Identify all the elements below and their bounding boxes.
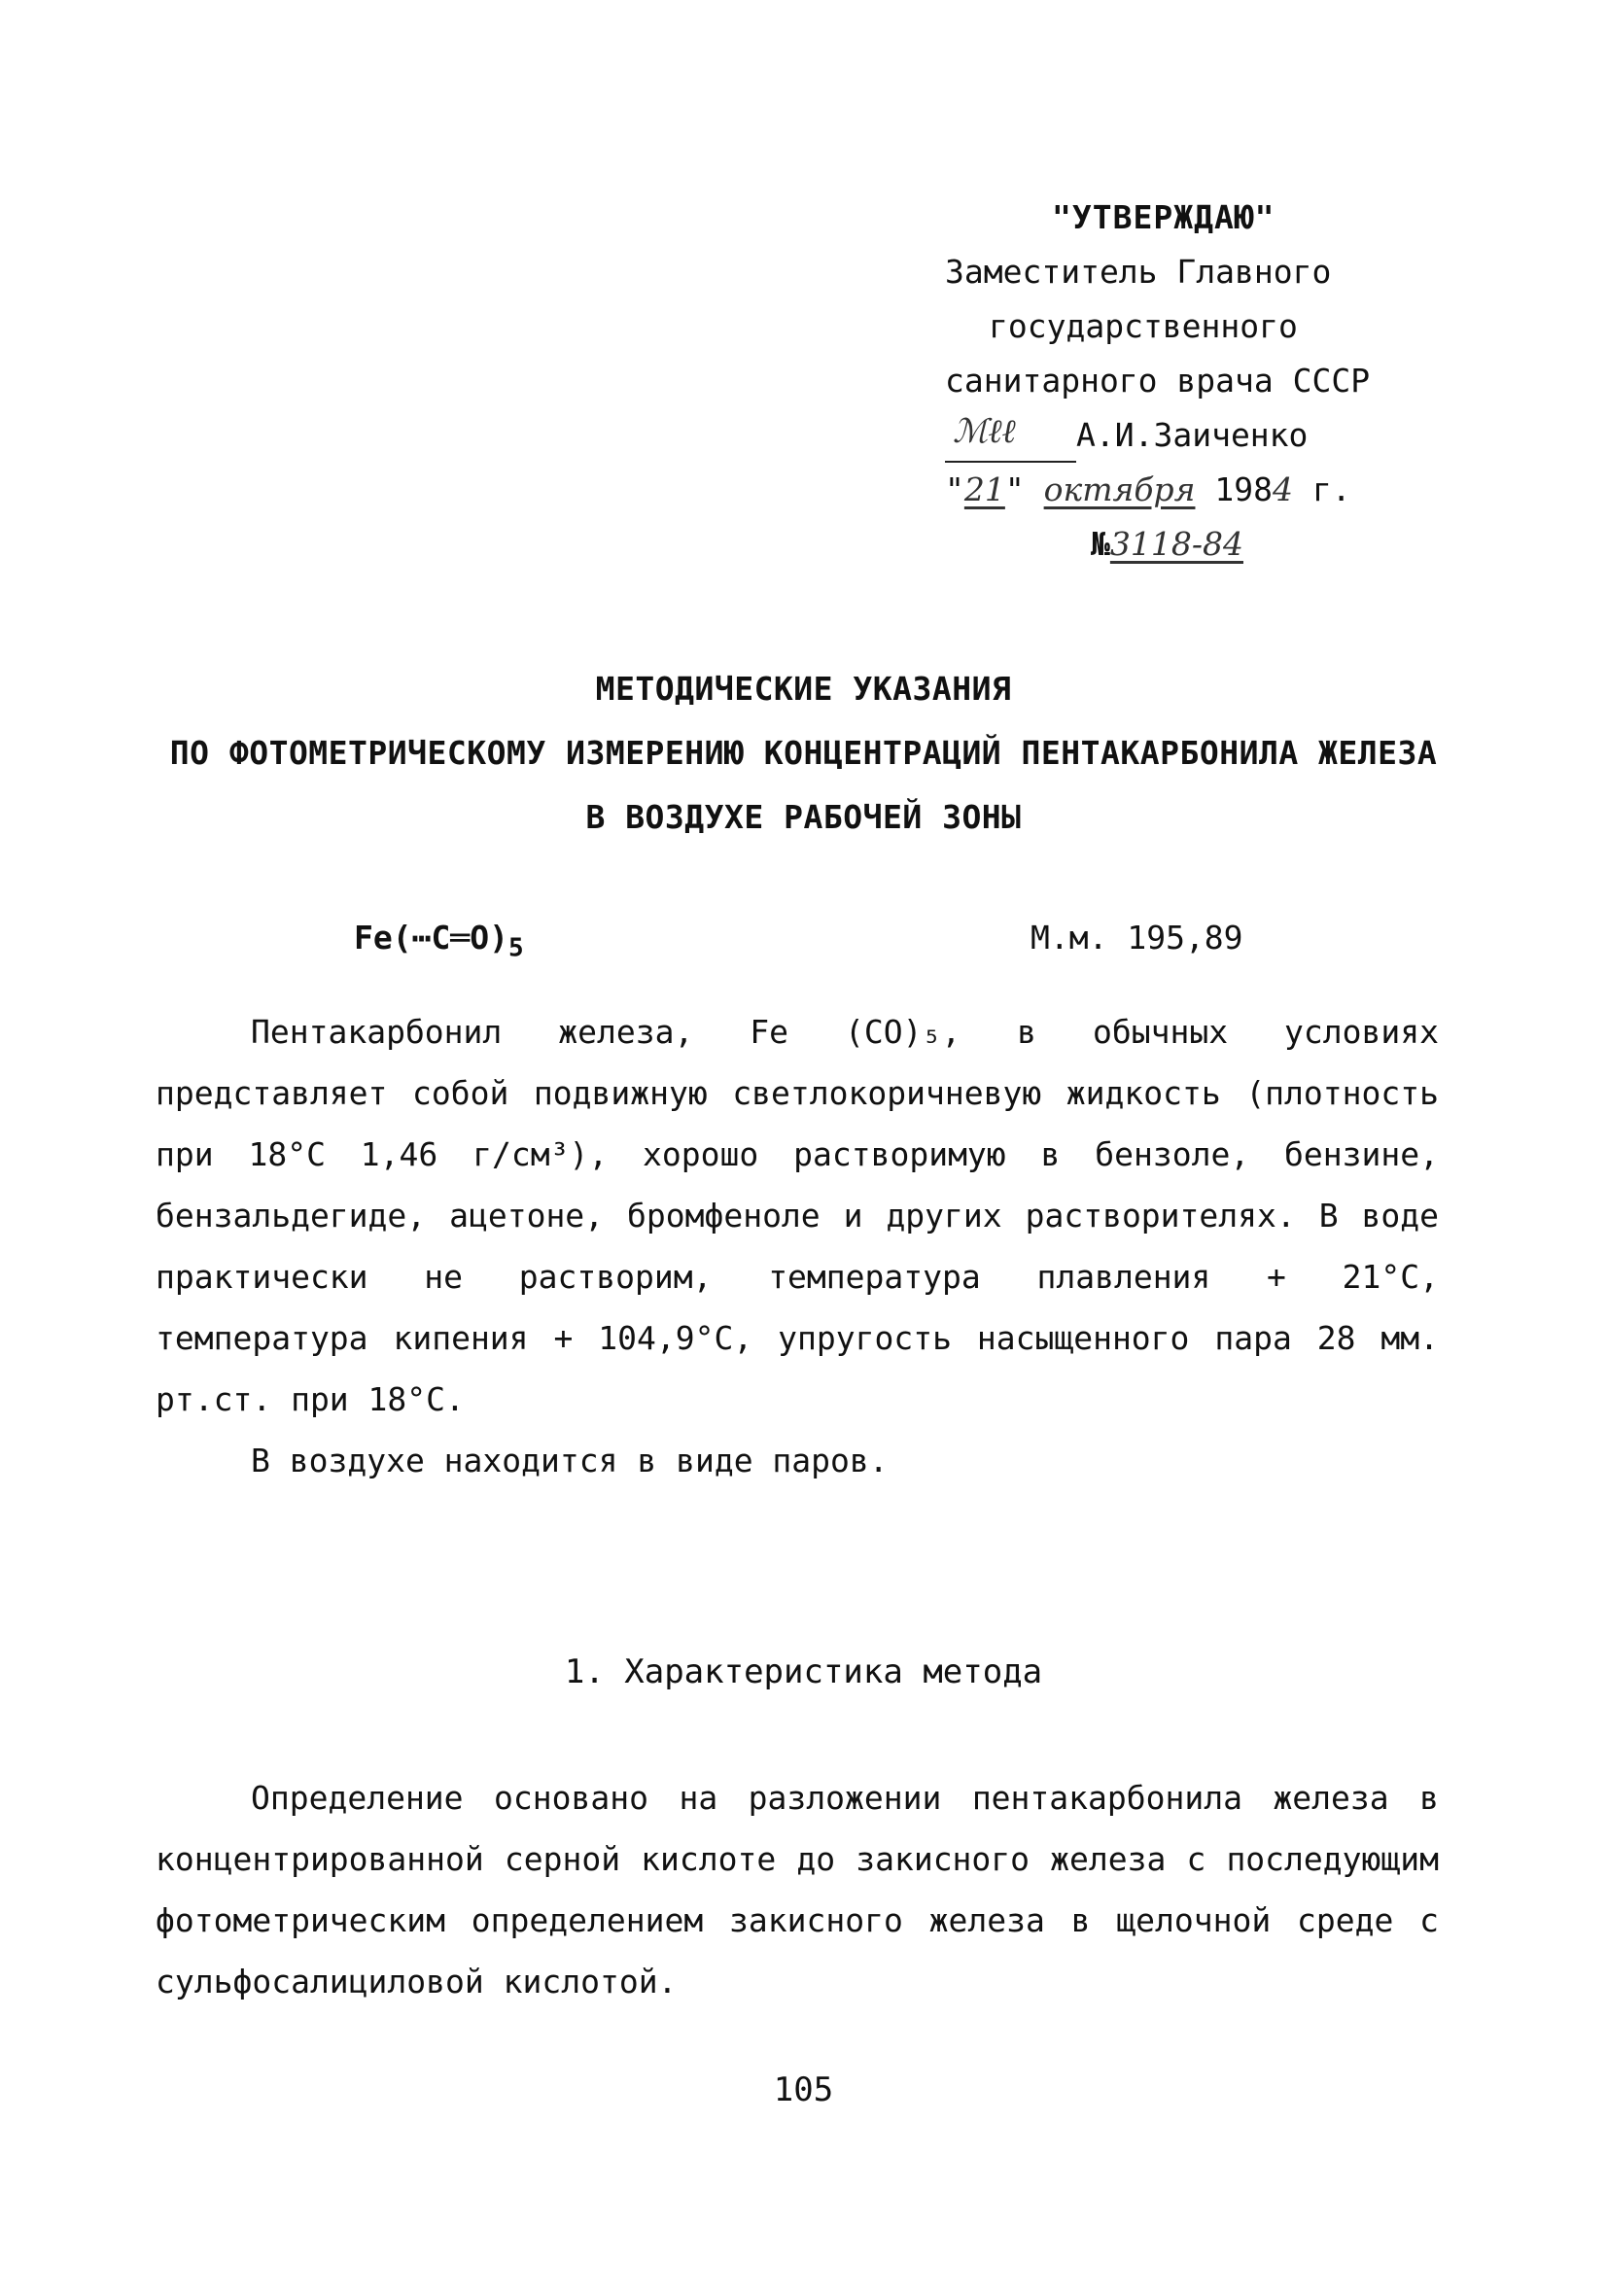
section-text: Определение основано на разложении пентакарбонила железа в концентрированной серной кислоте до закисного железа с последующим фотометрическим определением закисного железа в щелочной среде с сульфосалициловой кислотой. [156,1779,1439,2000]
number-prefix: № [1091,525,1110,563]
date-quote-close: " [1004,470,1025,508]
intro-air: В воздухе находится в виде паров. [251,1442,889,1479]
section-paragraph [156,1767,1439,2012]
title-line-2: ПО ФОТОМЕТРИЧЕСКОМУ ИЗМЕРЕНИЮ КОНЦЕНТРАЦИЙ ПЕНТАКАРБОНИЛА ЖЕЛЕЗА [169,734,1438,772]
structural-formula [354,919,524,963]
approval-stamp: "УТВЕРЖДАЮ" [1052,198,1275,236]
number-hand: 3118-84 [1109,525,1243,563]
approval-block [945,191,1489,572]
date-year-start: 198 [1214,470,1273,508]
formula-subscript: 5 [507,933,524,963]
approval-date [945,463,1489,517]
approval-line-2: государственного [989,307,1298,345]
date-quote-open: " [945,470,964,508]
date-day: 21 [963,470,1005,508]
formula-text: Fe(⋯C═O) [354,919,508,957]
section-heading: 1. Характеристика метода [564,1652,1043,1691]
intro-text: Пентакарбонил железа, Fe (CO)₅, в обычных условиях представляет собой подвижную светлокоричневую жидкость (плотность при 18°C 1,46 г/см³), хорошо растворимую в бензоле, бензине, бензальдегиде, ацетоне, бромфеноле и других растворителях. В воде практически не растворим, температура плавления + 21°C, температура кипения + 104,9°C, упругость насыщенного пара 28 мм. рт.ст. при 18°C. [156,1013,1439,1418]
date-suffix: г. [1311,470,1351,508]
approval-line-3: санитарного врача СССР [945,362,1371,400]
intro-paragraph [156,1001,1439,1491]
title-line-1: МЕТОДИЧЕСКИЕ УКАЗАНИЯ [595,670,1012,708]
title-line-3: В ВОЗДУХЕ РАБОЧЕЙ ЗОНЫ [585,798,1022,836]
signatory-name: А.И.Заиченко [1076,416,1309,454]
molar-mass: М.м. 195,89 [1031,919,1243,957]
date-year-hand: 4 [1272,470,1293,508]
date-month: октября [1043,470,1196,508]
document-title [0,657,1607,850]
signature-line [945,408,1489,463]
handwritten-signature: ℳℓℓ [945,432,1076,463]
page-number: 105 [773,2070,834,2109]
approval-line-1: Заместитель Главного [945,253,1332,291]
approval-number [945,517,1489,572]
